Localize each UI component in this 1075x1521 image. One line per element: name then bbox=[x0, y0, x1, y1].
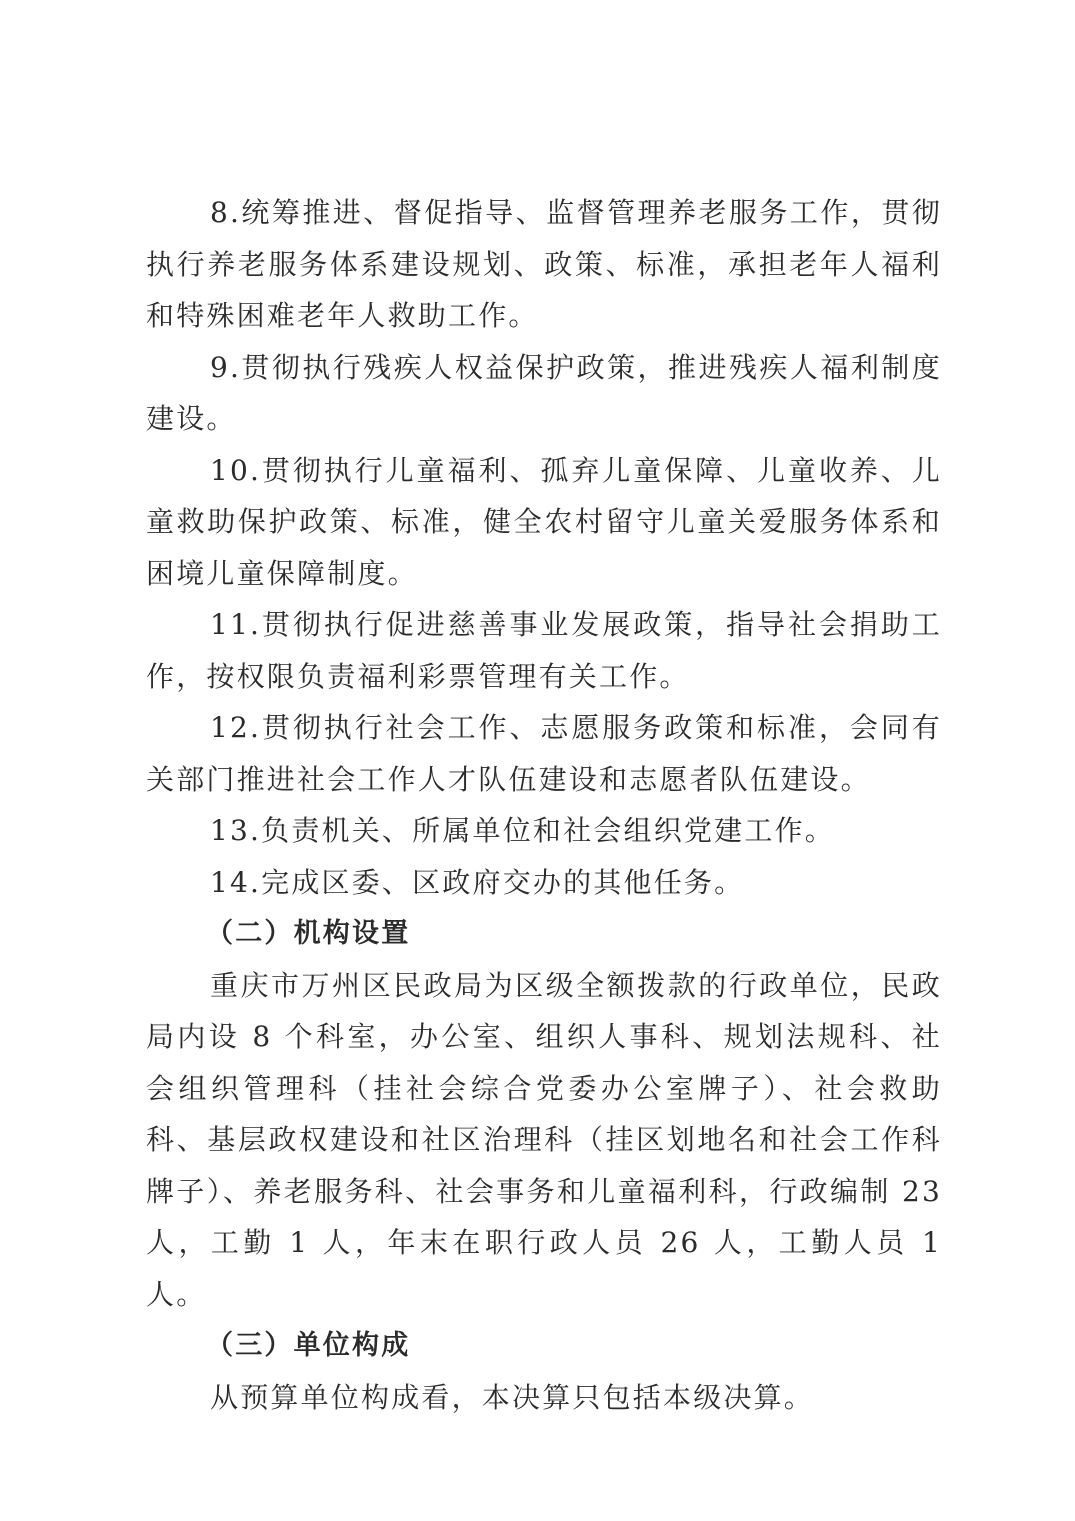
duty-item-14: 14.完成区委、区政府交办的其他任务。 bbox=[210, 865, 745, 899]
section-body-composition: 从预算单位构成看，本决算只包括本级决算。 bbox=[210, 1380, 815, 1414]
duty-item-10: 10.贯彻执行儿童福利、孤弃儿童保障、儿童收养、儿童救助保护政策、标准，健全农村留守儿童关爱服务体系和困境儿童保障制度。 bbox=[146, 453, 942, 590]
duty-item-12: 12.贯彻执行社会工作、志愿服务政策和标准，会同有关部门推进社会工作人才队伍建设和志愿者队伍建设。 bbox=[146, 711, 942, 796]
section-heading-composition: （三）单位构成 bbox=[206, 1330, 411, 1361]
section-body-organization: 重庆市万州区民政局为区级全额拨款的行政单位，民政局内设 8 个科室，办公室、组织人事科、规划法规科、社会组织管理科（挂社会综合党委办公室牌子）、社会救助科、基层政权建设和社区治理科（挂区划地名和社会工作科牌子）、养老服务科、社会事务和儿童福利科，行政编制 23 人，工勤 1 人，年末在职行政人员 26 人，工勤人员 1 人。 bbox=[146, 968, 942, 1311]
duty-item-11: 11.贯彻执行促进慈善事业发展政策，指导社会捐助工作，按权限负责福利彩票管理有关工作。 bbox=[146, 608, 942, 693]
duty-item-13: 13.负责机关、所属单位和社会组织党建工作。 bbox=[210, 814, 835, 847]
document-body bbox=[146, 187, 942, 1423]
section-heading-organization: （二）机构设置 bbox=[206, 918, 411, 949]
duty-item-9: 9.贯彻执行残疾人权益保护政策，推进残疾人福利制度建设。 bbox=[146, 350, 942, 435]
duty-item-8: 8.统筹推进、督促指导、监督管理养老服务工作，贯彻执行养老服务体系建设规划、政策、标准，承担老年人福利和特殊困难老年人救助工作。 bbox=[146, 196, 942, 332]
